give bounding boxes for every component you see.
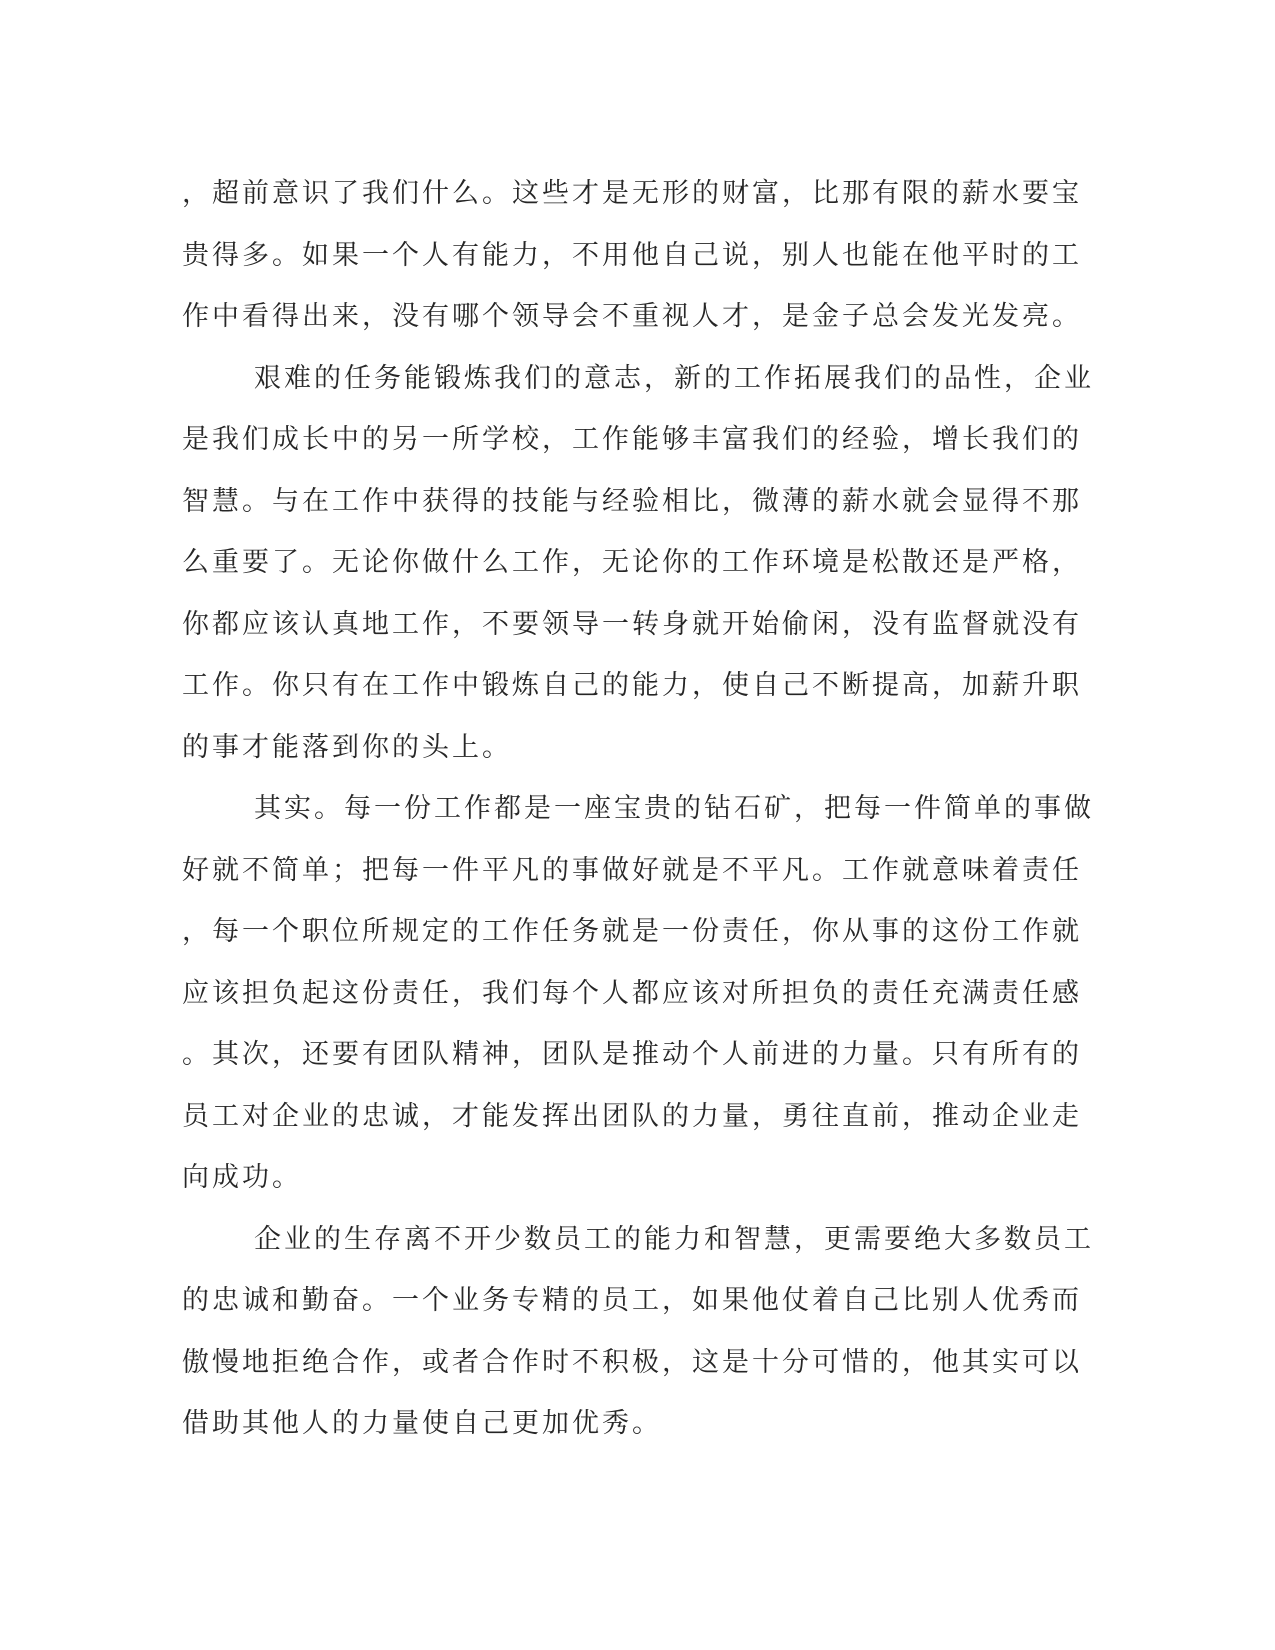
body-text [182, 163, 1094, 1455]
text-line: 员工对企业的忠诚，才能发挥出团队的力量，勇往直前，推动企业走 [182, 1100, 1082, 1132]
text-line: 的事才能落到你的头上。 [182, 731, 512, 763]
text-line: 是我们成长中的另一所学校，工作能够丰富我们的经验，增长我们的 [182, 424, 1082, 455]
text-line: 借助其他人的力量使自己更加优秀。 [182, 1408, 662, 1439]
text-line: 的忠诚和勤奋。一个业务专精的员工，如果他仗着自己比别人优秀而 [182, 1285, 1082, 1316]
paragraph-first-line: 其实。每一份工作都是一座宝贵的钻石矿，把每一件简单的事做 [254, 793, 1094, 824]
text-line: 向成功。 [182, 1162, 302, 1193]
text-line: 应该担负起这份责任，我们每个人都应该对所担负的责任充满责任感 [182, 977, 1082, 1009]
text-line: 么重要了。无论你做什么工作，无论你的工作环境是松散还是严格， [182, 547, 1082, 578]
text-line: 作中看得出来，没有哪个领导会不重视人才，是金子总会发光发亮。 [182, 301, 1082, 332]
paragraph-first-line: 企业的生存离不开少数员工的能力和智慧，更需要绝大多数员工 [254, 1223, 1094, 1255]
text-line: 贵得多。如果一个人有能力，不用他自己说，别人也能在他平时的工 [182, 239, 1082, 271]
text-line: 好就不简单；把每一件平凡的事做好就是不平凡。工作就意味着责任 [182, 854, 1082, 886]
text-line: 你都应该认真地工作，不要领导一转身就开始偷闲，没有监督就没有 [182, 608, 1082, 640]
text-line: ，超前意识了我们什么。这些才是无形的财富，比那有限的薪水要宝 [182, 178, 1082, 209]
text-line: 傲慢地拒绝合作，或者合作时不积极，这是十分可惜的，他其实可以 [182, 1346, 1082, 1378]
text-line: 工作。你只有在工作中锻炼自己的能力，使自己不断提高，加薪升职 [182, 670, 1082, 701]
text-line: 智慧。与在工作中获得的技能与经验相比，微薄的薪水就会显得不那 [182, 485, 1082, 517]
text-line: ，每一个职位所规定的工作任务就是一份责任，你从事的这份工作就 [182, 916, 1082, 947]
text-line: 。其次，还要有团队精神，团队是推动个人前进的力量。只有所有的 [182, 1039, 1082, 1070]
paragraph-first-line: 艰难的任务能锻炼我们的意志，新的工作拓展我们的品性，企业 [254, 362, 1094, 394]
